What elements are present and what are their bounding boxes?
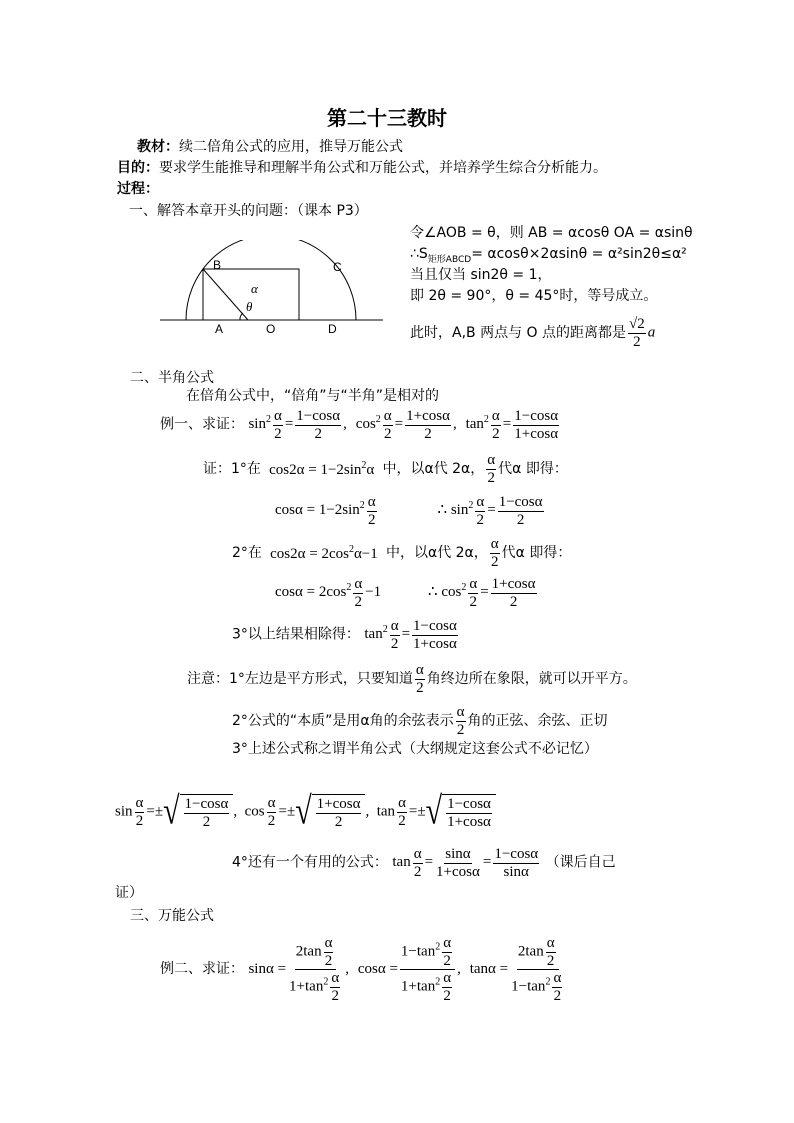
formula-sin-half-sq: $\sin^2$ $\frac{\alpha}{2}$ = $\frac{1-\cos\alpha}{2}$ , [248, 408, 347, 442]
point-A-label: A [215, 322, 224, 336]
material-line [137, 140, 403, 154]
example1-label: 例一、求证： [160, 416, 244, 433]
material-text: 续二倍角公式的应用，推导万能公式 [179, 139, 403, 155]
objective-text: 要求学生能推导和理解半角公式和万能公式，并培养学生综合分析能力。 [159, 160, 607, 176]
page-title: 第二十三教时 [327, 106, 447, 130]
theta-label: θ [246, 299, 253, 314]
proof-step2-result: $\cos\alpha = 2\cos^2$ $\frac{\alpha}{2}$ −1 ∴ $\cos^2$ $\frac{\alpha}{2}$ = $\frac{1+\cos\alpha}{2}$ [275, 576, 536, 610]
sec1-line3: 当且仅当 sin2θ = 1， [410, 267, 552, 283]
proof-step1-result: $\cos\alpha = 1-2\sin^2$ $\frac{\alpha}{2}$ ∴ $\sin^2$ $\frac{\alpha}{2}$ = $\frac{1-\cos\alpha}{2}$ [275, 494, 543, 528]
area-subscript: 矩形ABCD [427, 254, 472, 265]
section2-heading: 二、半角公式 [130, 370, 214, 386]
example2-label: 例二、求证： [160, 960, 244, 977]
universal-sin: sinα = 2tan $\frac{\alpha}{2}$ $1+\tan^2$ $\frac{\alpha}{2}$ , [248, 935, 349, 1004]
point-C-label: C [333, 260, 342, 274]
point-O-label: O [266, 322, 276, 336]
example2-line [160, 935, 567, 1004]
point-D-label: D [328, 322, 337, 336]
universal-tan: tanα = 2tan $\frac{\alpha}{2}$ $1-\tan^2$ $\frac{\alpha}{2}$ [469, 935, 562, 1004]
formula-tan-half-sq: $\tan^2$ $\frac{\alpha}{2}$ = $\frac{1-\cos\alpha}{1+\cos\alpha}$ [465, 408, 559, 442]
area-symbol: ∴S [410, 246, 428, 262]
half-angle-root-formulas: sin $\frac{\alpha}{2}$ =± √ $\frac{1-\cos\alpha}{2}$ , cos $\frac{\alpha}{2}$ =± √ $\frac{1+\cos\alpha}{2}$ , tan $\frac{\alpha}{2}$ =± √ $\frac{1-\cos\alpha}{1+\cos\alpha}$ [115, 794, 496, 830]
proof-step2: 2°在 $\cos 2\alpha = 2\cos^2\alpha-1$ 中，以α代 2α， $\frac{\alpha}{2}$ 代α 即得： [232, 536, 572, 570]
proof-step3: 3°以上结果相除得： $\tan^2$ $\frac{\alpha}{2}$ = $\frac{1-\cos\alpha}{1+\cos\alpha}$ [232, 618, 457, 652]
example1-line [160, 408, 561, 442]
section1-heading: 一、解答本章开头的问题：（课本 P3） [129, 203, 368, 219]
formula-cos-half-sq: $\cos^2$ $\frac{\alpha}{2}$ = $\frac{1+\cos\alpha}{2}$ , [355, 408, 457, 442]
universal-cos: cosα = $1-\tan^2$ $\frac{\alpha}{2}$ $1+\tan^2$ $\frac{\alpha}{2}$ , [357, 935, 461, 1004]
alpha-label: α [251, 281, 258, 296]
sec1-line2 [410, 247, 687, 265]
distance-fraction: $\frac{√2}{2}$ [629, 316, 645, 350]
note3: 3°上述公式称之谓半角公式（大纲规定这套公式不必记忆） [232, 741, 598, 757]
objective-label: 目的： [117, 160, 159, 176]
half-angle-intro: 在倍角公式中，“倍角”与“半角”是相对的 [186, 388, 440, 404]
note4-continued: 证） [115, 885, 143, 901]
objective-line [117, 161, 607, 175]
proof-step1: 证：1°在 $\cos 2\alpha = 1-2\sin^2\alpha$ 中，以α代 2α， $\frac{\alpha}{2}$ 代α 即得： [203, 452, 568, 486]
process-label: 过程： [117, 181, 159, 197]
sec1-line4: 即 2θ = 90°，θ = 45°时，等号成立。 [410, 288, 658, 304]
note2: 2°公式的“本质”是用α角的余弦表示 $\frac{\alpha}{2}$ 角的正弦、余弦、正切 [232, 704, 608, 738]
note4: 4°还有一个有用的公式： tan $\frac{\alpha}{2}$ = $\frac{\sin\alpha}{1+\cos\alpha}$ = $\frac{1-\cos\alpha}{\sin\alpha}$ （课后自己 [232, 846, 616, 880]
point-B-label: B [213, 258, 222, 272]
area-expression: = αcosθ×2αsinθ = α²sin2θ≤α² [471, 246, 687, 262]
section3-heading: 三、万能公式 [130, 908, 214, 924]
material-label: 教材： [137, 139, 179, 155]
note1: 注意：1°左边是平方形式，只要知道 $\frac{\alpha}{2}$ 角终边所在象限，就可以开平方。 [187, 662, 637, 696]
sec1-line5: 此时，A,B 两点与 O 点的距离都是 $\frac{√2}{2}$ a [410, 316, 656, 350]
sec1-line1: 令∠AOB = θ，则 AB = αcosθ OA = αsinθ [410, 225, 693, 241]
distance-text: 此时，A,B 两点与 O 点的距离都是 [410, 325, 627, 341]
semicircle-rectangle-figure [158, 240, 388, 340]
